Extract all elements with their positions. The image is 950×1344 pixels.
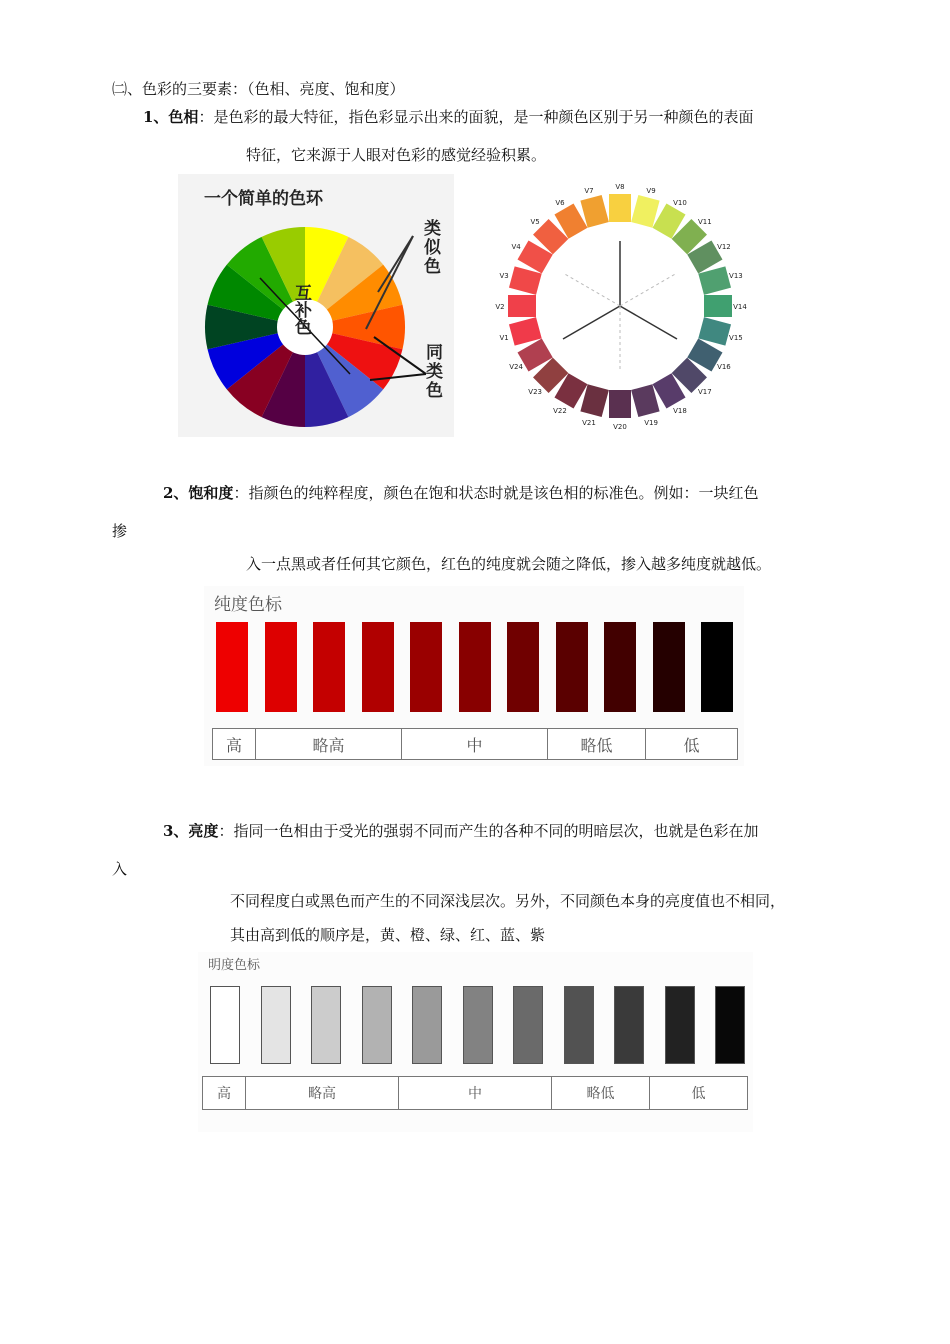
ring-label: V9 (646, 187, 656, 196)
brightness-figure (198, 952, 753, 1132)
ring-label: V19 (644, 418, 658, 427)
saturation-swatch (653, 622, 685, 712)
ring-label: V17 (698, 387, 712, 396)
ring-label: V10 (673, 199, 687, 208)
brightness-swatch (463, 986, 493, 1064)
ring-label: V8 (615, 183, 625, 191)
brightness-swatch (311, 986, 341, 1064)
saturation-swatch (507, 622, 539, 712)
brightness-paragraph-line1 (163, 820, 758, 841)
same-color-label: 同类色 (426, 343, 443, 401)
saturation-text-2: 入一点黑或者任何其它颜色，红色的纯度就会随之降低，掺入越多纯度就越低。 (246, 555, 772, 573)
saturation-swatch (313, 622, 345, 712)
ring-label: V14 (733, 303, 747, 311)
saturation-swatch (265, 622, 297, 712)
brightness-scale-mid: 中 (398, 1077, 551, 1109)
wheel-title: 一个简单的色环 (204, 189, 323, 209)
brightness-text-3: 其由高到低的顺序是，黄、橙、绿、红、蓝、紫 (230, 926, 546, 944)
saturation-scale-low: 低 (645, 729, 737, 759)
color-ring (485, 176, 760, 441)
brightness-text-wrap: 入 (112, 860, 128, 878)
saturation-fig-title: 纯度色标 (214, 595, 282, 615)
brightness-swatch (210, 986, 240, 1064)
brightness-title: 3、亮度 (163, 822, 219, 840)
brightness-swatch (614, 986, 644, 1064)
saturation-swatch (362, 622, 394, 712)
ring-spoke-dash-1 (563, 273, 620, 306)
ring-swatch (609, 194, 631, 222)
color-wheel (178, 174, 454, 437)
section-heading: ㈡、色彩的三要素：（色相、亮度、饱和度） (112, 80, 405, 98)
ring-label: V21 (582, 418, 596, 427)
ring-label: V12 (717, 243, 731, 251)
saturation-swatch (410, 622, 442, 712)
hue-text-1: ：是色彩的最大特征，指色彩显示出来的面貌，是一种颜色区别于另一种颜色的表面 (198, 108, 754, 126)
ring-label: V16 (717, 363, 731, 371)
ring-label: V23 (528, 387, 542, 396)
saturation-title: 2、饱和度 (163, 484, 234, 502)
ring-label: V3 (499, 271, 509, 280)
saturation-swatch (701, 622, 733, 712)
brightness-text-1: ：指同一色相由于受光的强弱不同而产生的各种不同的明暗层次，也就是色彩在加 (218, 822, 759, 840)
ring-label: V24 (509, 363, 523, 371)
ring-label: V7 (584, 187, 594, 196)
brightness-swatch (362, 986, 392, 1064)
saturation-text-wrap: 掺 (112, 522, 128, 540)
brightness-fig-title: 明度色标 (208, 958, 261, 973)
complement-color-label: 互补色 (295, 284, 312, 338)
saturation-swatch (459, 622, 491, 712)
ring-label: V13 (729, 271, 743, 280)
hue-paragraph-line1 (143, 106, 753, 127)
brightness-swatch (412, 986, 442, 1064)
ring-swatch (508, 295, 536, 317)
brightness-swatch (715, 986, 745, 1064)
brightness-scale-low: 低 (649, 1077, 747, 1109)
saturation-swatch (604, 622, 636, 712)
ring-label: V1 (499, 334, 509, 343)
ring-swatch (609, 390, 631, 418)
brightness-swatch (665, 986, 695, 1064)
ring-label: V5 (530, 218, 540, 227)
brightness-text-2: 不同程度白或黑色而产生的不同深浅层次。另外，不同颜色本身的亮度值也不相同， (230, 892, 786, 910)
saturation-scale-slightly-high: 略高 (255, 729, 401, 759)
ring-spoke-dash-2 (620, 273, 677, 306)
brightness-scale (202, 1076, 748, 1110)
brightness-scale-slightly-high: 略高 (245, 1077, 398, 1109)
hue-text-2: 特征，它来源于人眼对色彩的感觉经验积累。 (246, 146, 547, 164)
saturation-swatch (556, 622, 588, 712)
saturation-scale (212, 728, 738, 760)
saturation-scale-slightly-low: 略低 (547, 729, 645, 759)
saturation-swatch (216, 622, 248, 712)
color-wheel-figure (178, 174, 454, 437)
brightness-swatch (261, 986, 291, 1064)
color-ring-figure (485, 176, 760, 441)
brightness-scale-slightly-low: 略低 (551, 1077, 649, 1109)
saturation-scale-mid: 中 (401, 729, 547, 759)
brightness-swatch (513, 986, 543, 1064)
ring-swatch (704, 295, 732, 317)
brightness-scale-high: 高 (217, 1086, 231, 1102)
ring-label: V11 (698, 218, 712, 227)
ring-label: V15 (729, 334, 743, 343)
saturation-text-1: ：指颜色的纯粹程度，颜色在饱和状态时就是该色相的标准色。例如：一块红色 (233, 484, 759, 502)
ring-label: V20 (613, 423, 627, 431)
brightness-swatch (564, 986, 594, 1064)
ring-label: V4 (511, 243, 521, 251)
hue-title: 1、色相 (143, 108, 199, 126)
ring-spoke-right (620, 306, 677, 339)
ring-label: V22 (553, 406, 567, 415)
saturation-figure (204, 586, 744, 766)
ring-label: V18 (673, 406, 687, 415)
ring-label: V6 (555, 199, 565, 208)
saturation-paragraph-line1 (163, 482, 758, 503)
saturation-scale-high: 高 (225, 735, 242, 755)
similar-color-label: 类似色 (424, 219, 441, 277)
ring-label: V2 (495, 303, 505, 311)
ring-spoke-left (563, 306, 620, 339)
